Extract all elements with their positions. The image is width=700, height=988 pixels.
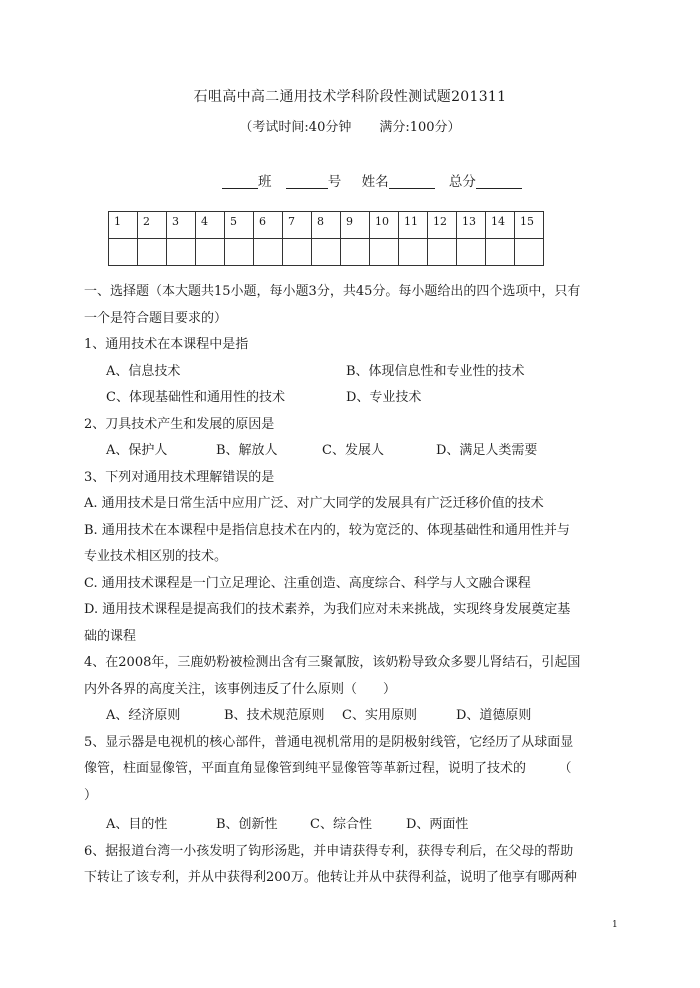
q4-option-a: A、经济原则	[106, 708, 181, 723]
q3-option-d: D. 通用技术课程是提高我们的技术素养，为我们应对未来挑战，实现终身发展奠定基	[84, 602, 571, 617]
q3-option-a: A. 通用技术是日常生活中应用广泛、对广大同学的发展具有广泛迁移价值的技术	[84, 496, 544, 511]
q1-option-c: C、体现基础性和通用性的技术	[106, 390, 285, 405]
q1-option-b: B、体现信息性和专业性的技术	[346, 363, 525, 379]
answer-cell[interactable]	[428, 239, 457, 266]
name-label: 姓名	[361, 174, 389, 190]
answer-number-cell: 1	[109, 212, 138, 239]
exam-time: （考试时间:40分钟	[239, 120, 352, 135]
q2-option-c: C、发展人	[322, 443, 384, 458]
question-4-options	[84, 703, 614, 730]
section-heading-cont: 一个是符合题目要求的）	[84, 310, 228, 326]
answer-cell[interactable]	[312, 239, 341, 266]
answer-cell[interactable]	[457, 239, 486, 266]
question-1-options-row1	[84, 359, 614, 386]
answer-cell[interactable]	[196, 239, 225, 266]
answer-cell[interactable]	[138, 239, 167, 266]
answer-cell[interactable]	[399, 239, 428, 266]
answer-cell[interactable]	[283, 239, 312, 266]
answer-table	[108, 211, 544, 266]
class-blank[interactable]	[222, 174, 258, 189]
student-info-line	[222, 170, 522, 190]
answer-number-cell: 8	[312, 212, 341, 239]
exam-title: 石咀高中高二通用技术学科阶段性测试题201311	[193, 89, 507, 105]
answer-number-cell: 15	[515, 212, 544, 239]
answer-number-cell: 3	[167, 212, 196, 239]
question-5-stem-cont: 像管，柱面显像管，平面直角显像管到纯平显像管等革新过程，说明了技术的 （	[84, 761, 572, 776]
answer-number-cell: 12	[428, 212, 457, 239]
question-3-stem: 3、下列对通用技术理解错误的是	[84, 469, 275, 485]
question-1-stem: 1、通用技术在本课程中是指	[84, 337, 249, 352]
answer-number-cell: 5	[225, 212, 254, 239]
answer-number-cell: 14	[486, 212, 515, 239]
name-blank[interactable]	[389, 174, 435, 189]
q3-option-d-cont: 础的课程	[84, 628, 137, 644]
class-label: 班	[258, 174, 272, 190]
q2-option-a: A、保护人	[106, 443, 168, 458]
answer-number-cell: 11	[399, 212, 428, 239]
question-5-options	[84, 812, 614, 839]
q3-option-c: C. 通用技术课程是一门立足理论、注重创造、高度综合、科学与人文融合课程	[84, 575, 531, 591]
answer-number-cell: 9	[341, 212, 370, 239]
question-6-stem-cont: 下转让了该专利，并从中获得利200万。他转让并从中获得利益，说明了他享有哪两种	[84, 870, 577, 885]
answer-cell[interactable]	[370, 239, 399, 266]
answer-number-cell: 7	[283, 212, 312, 239]
answer-number-cell: 13	[457, 212, 486, 239]
answer-cell[interactable]	[167, 239, 196, 266]
question-5-stem: 5、显示器是电视机的核心部件，普通电视机常用的是阴极射线管，它经历了从球面显	[84, 734, 574, 750]
q5-option-b: B、创新性	[216, 817, 278, 832]
q5-option-d: D、两面性	[406, 817, 469, 832]
page-number: 1	[612, 920, 618, 930]
number-label: 号	[327, 174, 342, 190]
total-label: 总分	[448, 174, 476, 190]
question-1-options-row2	[84, 385, 614, 412]
q2-option-b: B、解放人	[216, 443, 278, 458]
q4-option-b: B、技术规范原则	[224, 708, 325, 723]
answer-cell[interactable]	[486, 239, 515, 266]
answer-number-cell: 4	[196, 212, 225, 239]
answer-number-cell: 6	[254, 212, 283, 239]
questions-body	[84, 279, 614, 892]
q1-option-d: D、专业技术	[346, 390, 422, 405]
answer-number-cell: 2	[138, 212, 167, 239]
answer-table-number-row	[109, 212, 544, 239]
q4-option-c: C、实用原则	[342, 708, 417, 723]
exam-score: 满分:100分）	[379, 120, 461, 135]
answer-cell[interactable]	[225, 239, 254, 266]
answer-number-cell: 10	[370, 212, 399, 239]
answer-table-answer-row	[109, 239, 544, 266]
question-4-stem-cont: 内外各界的高度关注，该事例违反了什么原则（ ）	[84, 681, 397, 697]
section-heading: 一、选择题（本大题共15小题，每小题3分，共45分。每小题给出的四个选项中，只有	[84, 284, 581, 299]
q1-option-a: A、信息技术	[106, 363, 181, 379]
q2-option-d: D、满足人类需要	[436, 443, 538, 458]
total-blank[interactable]	[476, 174, 522, 189]
q3-option-b-cont: 专业技术相区别的技术。	[84, 549, 228, 564]
number-blank[interactable]	[286, 174, 328, 189]
question-2-options	[84, 438, 614, 465]
question-6-stem: 6、据报道台湾一小孩发明了钩形汤匙，并申请获得专利，获得专利后，在父母的帮助	[84, 843, 574, 859]
answer-cell[interactable]	[515, 239, 544, 266]
question-5-stem-end: ）	[84, 787, 98, 803]
q5-option-a: A、目的性	[106, 817, 168, 832]
answer-cell[interactable]	[341, 239, 370, 266]
q5-option-c: C、综合性	[310, 817, 372, 832]
question-2-stem: 2、刀具技术产生和发展的原因是	[84, 416, 275, 432]
exam-subtitle	[0, 116, 700, 135]
answer-cell[interactable]	[254, 239, 283, 266]
answer-cell[interactable]	[109, 239, 138, 266]
q4-option-d: D、道德原则	[456, 708, 532, 723]
q3-option-b: B. 通用技术在本课程中是指信息技术在内的，较为宽泛的、体现基础性和通用性并与	[84, 522, 570, 538]
question-4-stem: 4、在2008年，三鹿奶粉被检测出含有三聚氰胺，该奶粉导致众多婴儿肾结石，引起国	[84, 655, 581, 670]
